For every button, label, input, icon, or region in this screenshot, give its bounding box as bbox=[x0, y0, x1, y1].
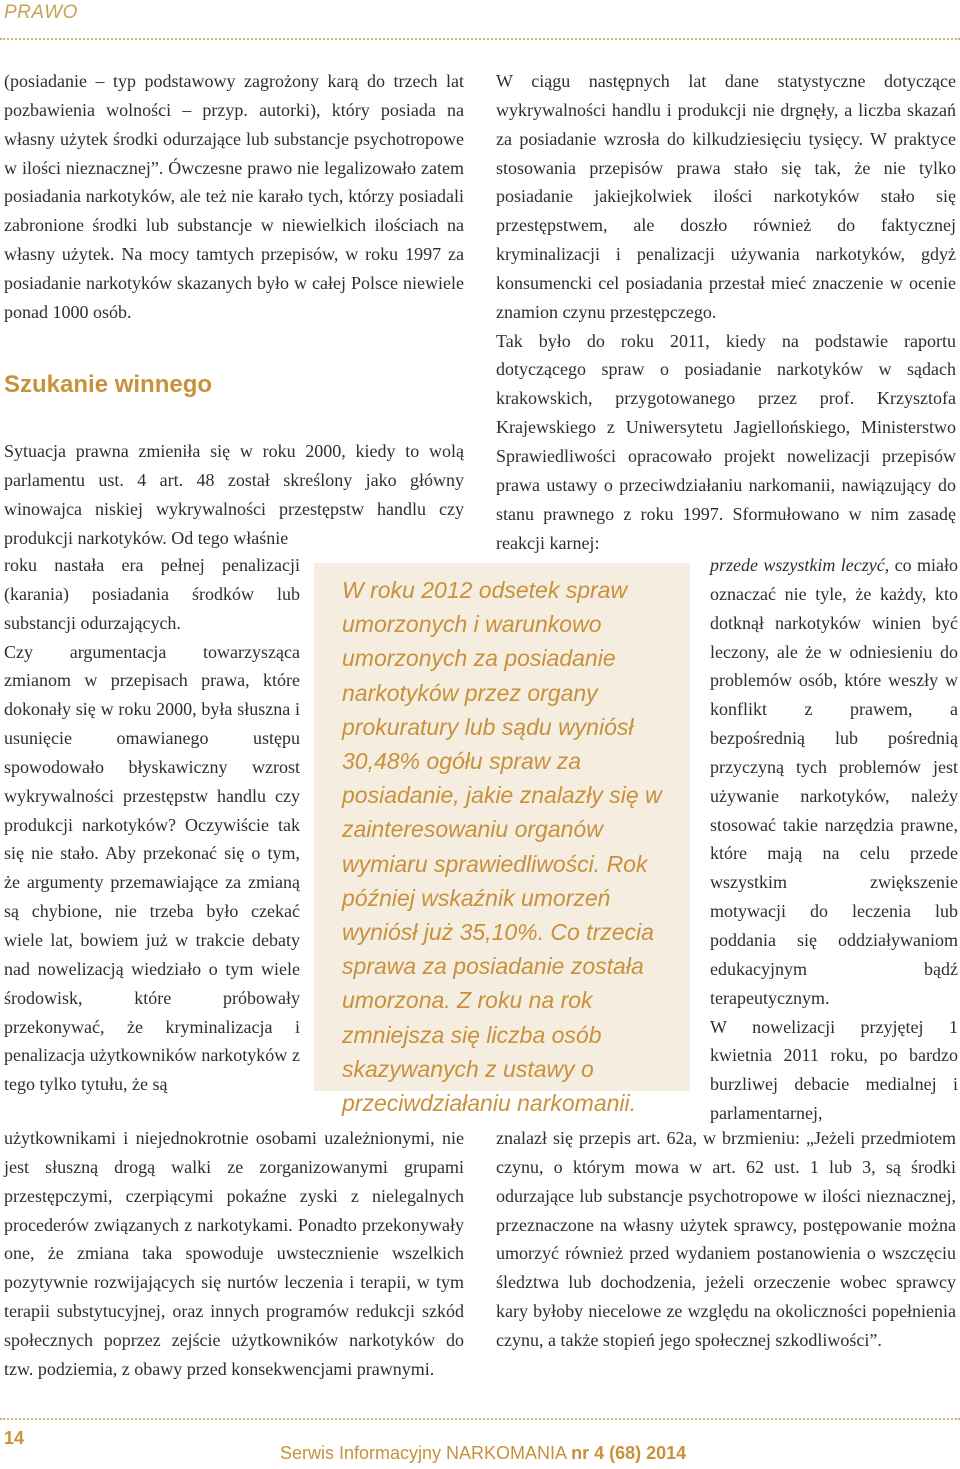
issue-number: nr 4 (68) 2014 bbox=[571, 1443, 687, 1463]
left-paragraph-c: użytkownikami i niejednokrotnie osobami uzależnionymi, nie jest słuszną drogą walki ze zorganizowanymi grupami przestępczymi, czerpiącymi pokaźne zyski z nielegalnych procederów związanych z narkotykami. Ponadto przekonywały one, że zmiana taka spowoduje uwstecznienie wszelkich pozytywnie rozwijających się nurtów leczenia i terapii, w tym terapii substytucyjnej, oraz innych programów redukcji szkód społecznych poprzez zejście użytkowników narkotyków do tzw. podziemia, z obawy przed konsekwencjami prawnymi. bbox=[4, 1128, 464, 1379]
right-narrow-paragraph-1: przede wszystkim leczyć, co miało oznaczać nie tyle, że każdy, kto dotknął narkotyków winien być leczony, ale że w odniesieniu do problemów osób, które weszły w konflikt z prawem, a bezpośrednią lub pośrednią przyczyną tych problemów jest używanie narkotyków, należy stosować takie narzędzia prawne, które mają na celu przede wszystkim zwiększenie motywacji do leczenia lub poddania się oddziaływaniom edukacyjnym bądź terapeutycznym. bbox=[710, 555, 958, 1008]
pull-quote-box bbox=[314, 563, 690, 1117]
right-paragraph-bottom: znalazł się przepis art. 62a, w brzmieniu: „Jeżeli przedmiotem czynu, o którym mowa w art. 62 ust. 1 lub 3, są środki odurzające lub substancje psychotropowe w ilości nieznacznej, przeznaczone na własny użytek sprawcy, postępowanie można umorzyć również przed wydaniem postanowienia o wszczęciu śledztwa lub dochodzenia, jeżeli orzeczenie wobec sprawcy kary byłoby niecelowe ze względu na okoliczności popełnienia czynu, a także stopień jego społecznej szkodliwości”. bbox=[496, 1128, 956, 1350]
right-column-top bbox=[496, 67, 956, 557]
emphasis-phrase: przede wszystkim leczyć bbox=[710, 555, 885, 575]
right-narrow-column bbox=[710, 551, 958, 1128]
left-narrow-column bbox=[4, 551, 300, 1099]
publication-title: Serwis Informacyjny NARKOMANIA bbox=[280, 1443, 567, 1463]
right-narrow-paragraph-2: W nowelizacji przyjętej 1 kwietnia 2011 roku, po bardzo burzliwej debacie medialnej i parlamentarnej, bbox=[710, 1016, 958, 1124]
header-divider bbox=[0, 38, 960, 40]
section-label: PRAWO bbox=[4, 2, 78, 23]
publication-info bbox=[280, 1443, 686, 1464]
pull-quote-text: W roku 2012 odsetek spraw umorzonych i warunkowo umorzonych za posiadanie narkotyków przez organy prokuratury lub sądu wyniósł 30,48% ogółu spraw za posiadanie, jakie znalazły się w zainteresowaniu organów wymiaru sprawiedliwości. Rok później wskaźnik umorzeń wyniósł już 35,10%. Co trzecia sprawa za posiadanie została umorzona. Z roku na rok zmniejsza się liczba osób skazywanych z ustawy o przeciwdziałaniu narkomanii. bbox=[342, 577, 662, 1117]
right-paragraph-2: Tak było do roku 2011, kiedy na podstawie raportu dotyczącego spraw o posiadanie narkotyków w sądach krakowskich, przygotowanego przez prof. Krzysztofa Krajewskiego z Uniwersytetu Jagiellońskiego, Ministerstwo Sprawiedliwości opracowało projekt nowelizacji przepisów prawa ustawy o przeciwdziałaniu narkomanii, nawiązujący do stanu prawnego z roku 1997. Sformułowano w nim zasadę reakcji karnej: bbox=[496, 330, 956, 553]
page-number: 14 bbox=[4, 1428, 25, 1448]
right-paragraph-1: W ciągu następnych lat dane statystyczne dotyczące wykrywalności handlu i produkcji nie drgnęły, a liczba skazań za posiadanie wzrosła do kilkudziesięciu tysięcy. W praktyce stosowania przepisów prawa stało się tak, że nie tylko posiadanie jakiejkolwiek ilości narkotyków stało się przestępstwem, ale doszło również do faktycznej kryminalizacji i penalizacji używania narkotyków, gdyż konsumencki cel posiadania przestał mieć znaczenie w ocenie znamion czynu przestępczego. bbox=[496, 71, 956, 322]
section-heading: Szukanie winnego bbox=[4, 371, 213, 398]
intro-paragraph: (posiadanie – typ podstawowy zagrożony karą do trzech lat pozbawienia wolności – przyp. autorki), który posiada na własny użytek środki odurzające lub substancje psychotropowe w ilości nieznacznej”. Ówczesne prawo nie legalizowało zatem posiadania narkotyków, ale też nie karało tych, którzy posiadali zabronione środki lub substancje w niewielkich ilościach na własny użytek. Na mocy tamtych przepisów, w roku 1997 za posiadanie narkotyków skazanych było w całej Polsce niewiele ponad 1000 osób. bbox=[4, 71, 464, 322]
left-paragraph-b2: Czy argumentacja towarzysząca zmianom w przepisach prawa, które dokonały się w roku 2000, była słuszna i usunięcie omawianego ustępu spowodowało błyskawiczny wzrost wykrywalności przestępstw handlu czy produkcji narkotyków? Oczywiście tak się nie stało. Aby przekonać się o tym, że argumenty przemawiające za zmianą są chybione, nie trzeba było czekać wiele lat, bowiem już w trakcie debaty nad nowelizacją wiedziało o tym wiele środowisk, które próbowały przekonywać, że kryminalizacja i penalizacja użytkowników narkotyków z tego tylko tytułu, że są bbox=[4, 641, 300, 1095]
footer-divider bbox=[0, 1418, 960, 1420]
left-paragraph-b1: roku nastała era pełnej penalizacji (karania) posiadania środków lub substancji odurzających. bbox=[4, 555, 300, 633]
left-paragraph-a: Sytuacja prawna zmieniła się w roku 2000, kiedy to wolą parlamentu ust. 4 art. 48 został skreślony jako główny winowajca niskiej wykrywalności przestępstw handlu czy produkcji narkotyków. Od tego właśnie bbox=[4, 441, 464, 548]
